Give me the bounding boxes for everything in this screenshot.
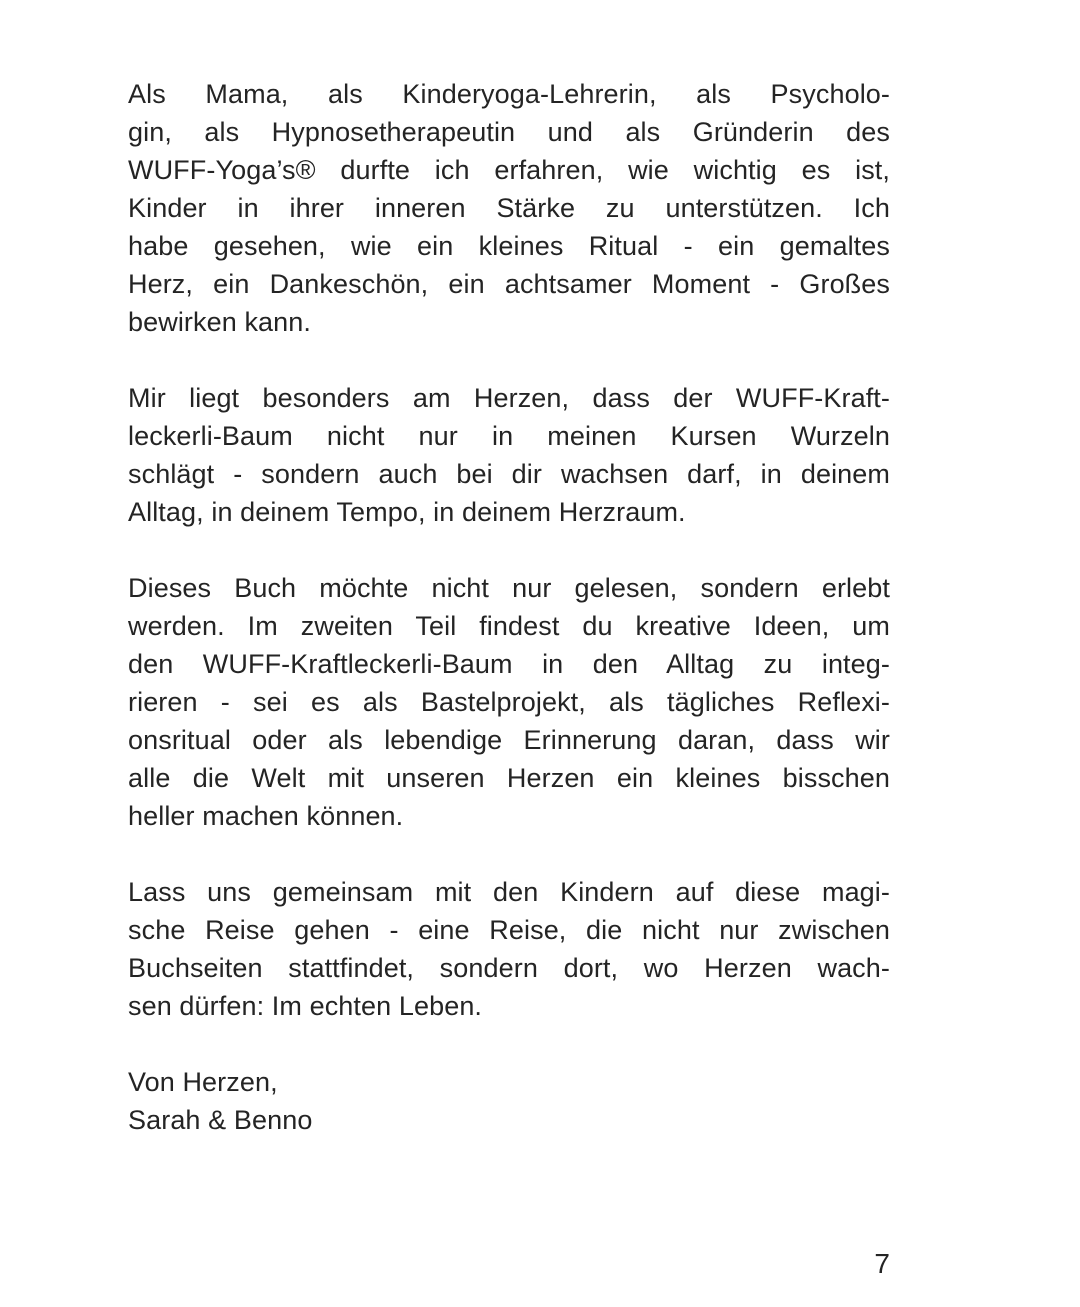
paragraph-buch [128,569,890,835]
paragraph-reise [128,873,890,1025]
text-line: Kinder in ihrer inneren Stärke zu unterstützen. Ich [128,193,890,223]
text-line: bewirken kann. [128,307,312,337]
page-number: 7 [874,1248,890,1279]
text-line: Herz, ein Dankeschön, ein achtsamer Moment - Großes [128,269,890,299]
text-line: Lass uns gemeinsam mit den Kindern auf diese magi- [128,877,890,907]
signature-line: Sarah & Benno [128,1105,313,1135]
text-line: schlägt - sondern auch bei dir wachsen darf, in deinem [128,459,890,489]
text-line: WUFF-Yoga’s® durfte ich erfahren, wie wichtig es ist, [128,155,890,185]
text-line: onsritual oder als lebendige Erinnerung daran, dass wir [128,725,890,755]
text-line: leckerli-Baum nicht nur in meinen Kursen Wurzeln [128,421,890,451]
text-line: sen dürfen: Im echten Leben. [128,991,483,1021]
text-line: habe gesehen, wie ein kleines Ritual - ein gemaltes [128,231,890,261]
text-line: Buchseiten stattfindet, sondern dort, wo Herzen wach- [128,953,890,983]
paragraph-intro [128,75,890,341]
text-line: heller machen können. [128,801,404,831]
text-line: sche Reise gehen - eine Reise, die nicht nur zwischen [128,915,890,945]
paragraph-herzen [128,379,890,531]
text-line: Mir liegt besonders am Herzen, dass der WUFF-Kraft- [128,383,890,413]
signature-block [128,1063,890,1139]
text-line: rieren - sei es als Bastelprojekt, als tägliches Reflexi- [128,687,890,717]
text-line: den WUFF-Kraftleckerli-Baum in den Alltag zu integ- [128,649,890,679]
text-line: Alltag, in deinem Tempo, in deinem Herzraum. [128,497,686,527]
text-line: gin, als Hypnosetherapeutin und als Gründerin des [128,117,890,147]
text-line: Als Mama, als Kinderyoga-Lehrerin, als Psycholo- [128,79,890,109]
text-line: werden. Im zweiten Teil findest du kreative Ideen, um [128,611,890,641]
signature-line: Von Herzen, [128,1067,278,1097]
text-line: alle die Welt mit unseren Herzen ein kleines bisschen [128,763,890,793]
text-line: Dieses Buch möchte nicht nur gelesen, sondern erlebt [128,573,890,603]
